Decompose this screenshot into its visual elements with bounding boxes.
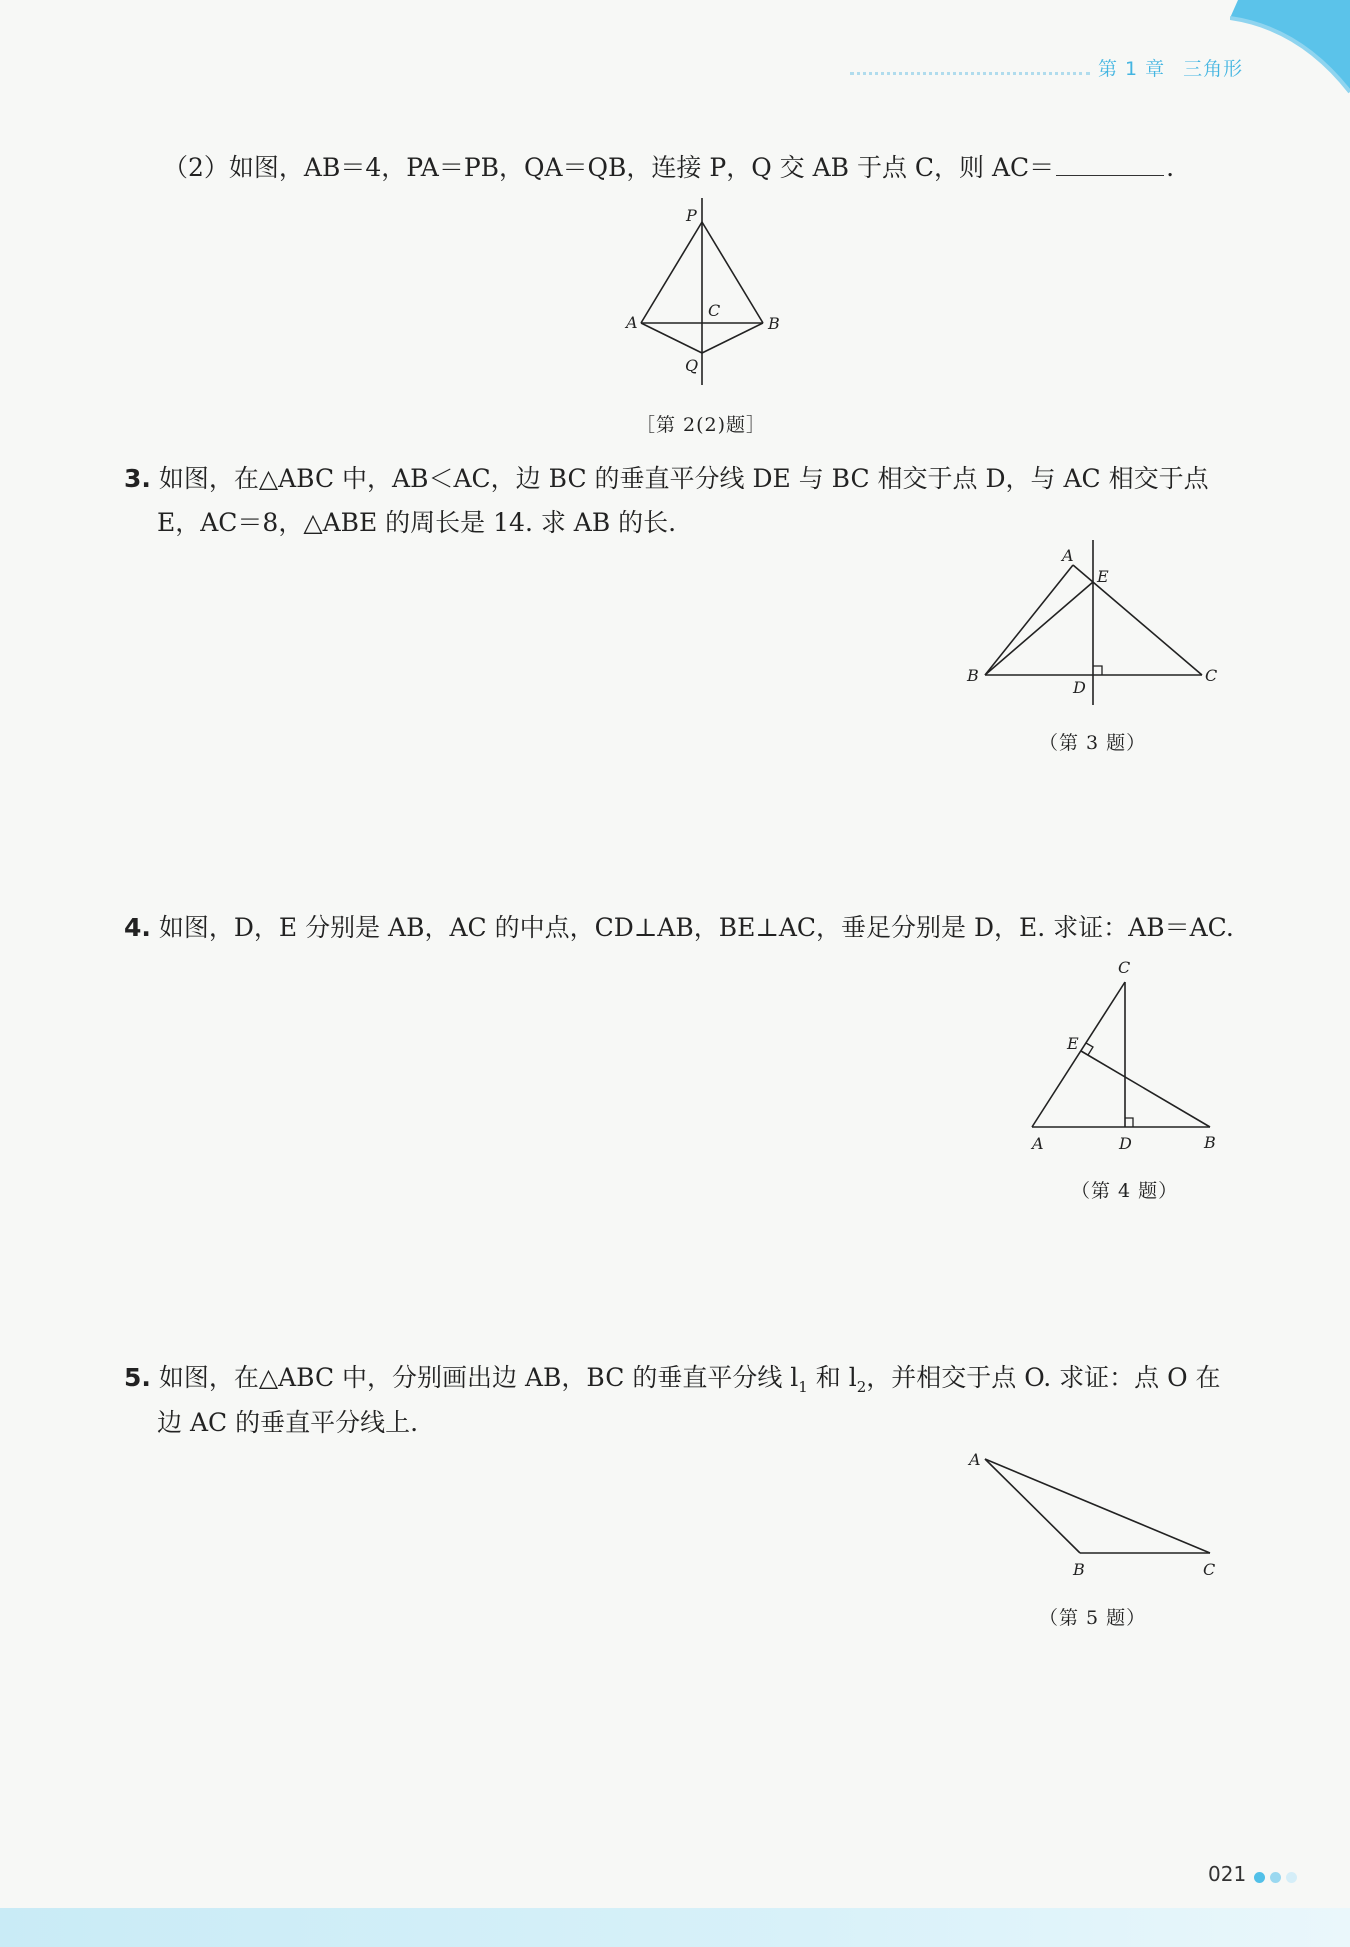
figure-5: [955, 1440, 1235, 1585]
corner-decoration: [1230, 0, 1350, 110]
label-c: C: [708, 301, 721, 320]
page-number-dots: [1254, 1868, 1302, 1887]
figure-2-2: [620, 195, 800, 395]
label-e: E: [1067, 1034, 1079, 1053]
question-5-text-1a: 如图，在△ABC 中，分别画出边 AB，BC 的垂直平分线 l: [158, 1363, 799, 1392]
question-5-text-1b: 和 l: [807, 1363, 857, 1392]
segment-ab: [985, 1459, 1080, 1553]
chapter-number: 第 1 章: [1098, 58, 1166, 80]
question-2-2-text: [163, 155, 1174, 180]
question-2-2-period: .: [1166, 153, 1175, 182]
question-4-text-1: 如图，D，E 分别是 AB，AC 的中点，CD⊥AB，BE⊥AC，垂足分别是 D，E. 求证：AB＝AC.: [158, 913, 1234, 942]
label-d: D: [1073, 678, 1086, 697]
label-b: B: [1204, 1133, 1216, 1152]
segment-ac: [1032, 982, 1125, 1127]
label-c: C: [1203, 1560, 1216, 1579]
segment-be: [1081, 1051, 1210, 1127]
segment-bq: [702, 323, 763, 353]
segment-ac: [985, 1459, 1210, 1553]
figure-3-caption: （第 3 题）: [1039, 732, 1147, 754]
question-3-line-1: [124, 466, 1209, 491]
label-c: C: [1118, 958, 1131, 977]
question-5-line-2: 边 AC 的垂直平分线上.: [157, 1408, 419, 1437]
label-p: P: [686, 206, 697, 225]
label-a: A: [1062, 546, 1074, 565]
question-4-line-1: [124, 915, 1234, 940]
label-a: A: [626, 313, 638, 332]
question-5-line-1: [124, 1365, 1221, 1395]
segment-pa: [641, 222, 702, 323]
right-angle-mark-e: [1086, 1043, 1093, 1055]
question-3-text-1: 如图，在△ABC 中，AB＜AC，边 BC 的垂直平分线 DE 与 BC 相交于点 D，与 AC 相交于点: [158, 464, 1209, 493]
figure-3: [955, 535, 1225, 710]
subscript-2: 2: [856, 1378, 867, 1396]
label-c: C: [1205, 666, 1218, 685]
label-b: B: [967, 666, 979, 685]
label-e: E: [1097, 567, 1109, 586]
question-3-number: 3.: [124, 464, 151, 493]
segment-ba: [985, 565, 1073, 675]
right-angle-mark-d: [1125, 1118, 1133, 1127]
figure-4-caption: （第 4 题）: [1071, 1180, 1179, 1202]
question-5-number: 5.: [124, 1363, 151, 1392]
question-5-text-1c: ，并相交于点 O. 求证：点 O 在: [866, 1363, 1221, 1392]
answer-blank[interactable]: [1056, 169, 1164, 176]
figure-2-2-caption: ［第 2(2)题］: [636, 414, 767, 436]
segment-aq: [641, 323, 702, 353]
label-a: A: [1032, 1134, 1044, 1153]
right-angle-mark-d: [1093, 666, 1102, 675]
segment-be: [985, 582, 1093, 675]
label-b: B: [1073, 1560, 1085, 1579]
chapter-title: 三角形: [1183, 58, 1244, 80]
question-4-number: 4.: [124, 913, 151, 942]
label-d: D: [1119, 1134, 1132, 1153]
header-dotted-wave: [850, 72, 1090, 85]
footer-band: [0, 1908, 1350, 1947]
label-a: A: [969, 1450, 981, 1469]
page-number: 021: [1208, 1862, 1247, 1886]
figure-5-caption: （第 5 题）: [1039, 1607, 1147, 1629]
label-q: Q: [685, 356, 699, 375]
label-b: B: [768, 314, 780, 333]
question-2-2-stem: （2）如图，AB＝4，PA＝PB，QA＝QB，连接 P，Q 交 AB 于点 C，则 AC＝: [163, 153, 1055, 182]
figure-4: [1020, 955, 1230, 1155]
subscript-1: 1: [798, 1378, 808, 1396]
question-3-line-2: E，AC＝8，△ABE 的周长是 14. 求 AB 的长.: [157, 508, 677, 537]
